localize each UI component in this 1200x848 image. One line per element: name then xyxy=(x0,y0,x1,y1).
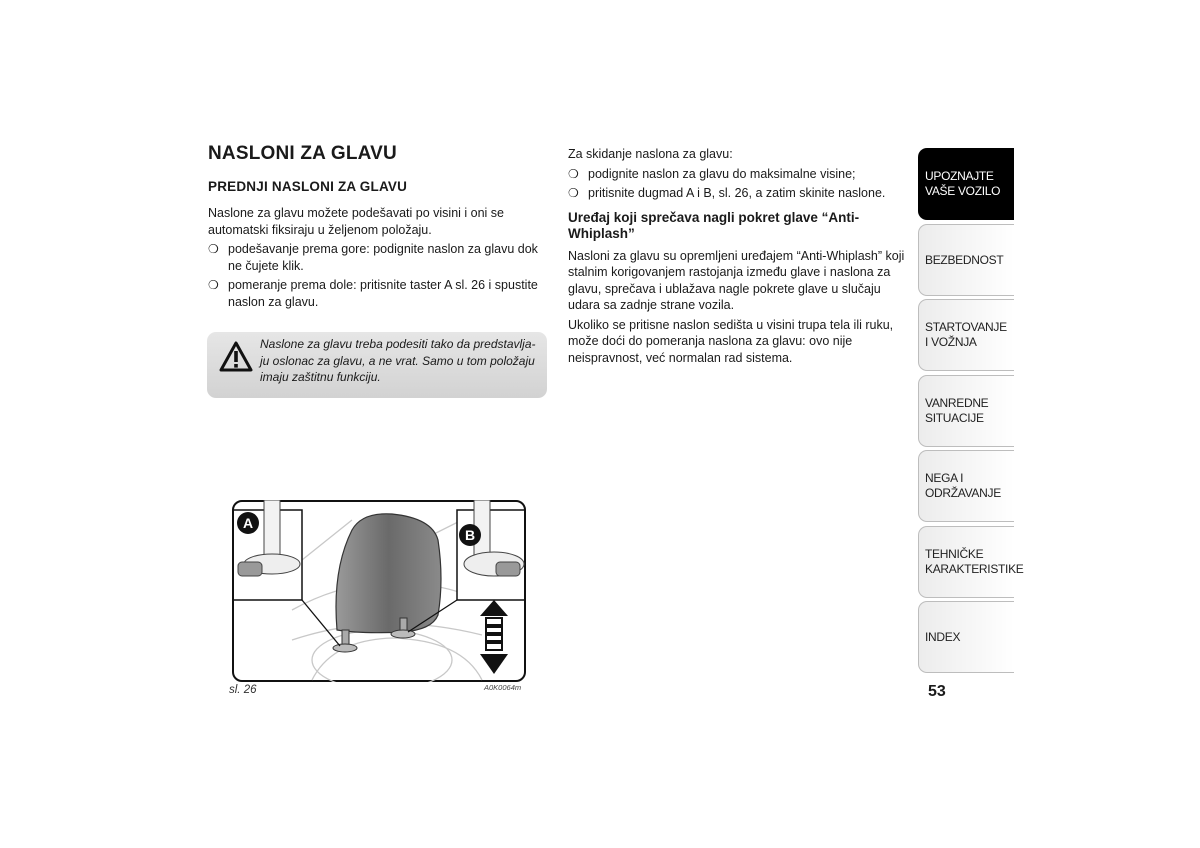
figure-caption: sl. 26 xyxy=(229,684,257,696)
list-item xyxy=(568,185,908,202)
list-item-text: podignite naslon za glavu do maksimalne visine; xyxy=(588,166,856,181)
warning-box xyxy=(207,332,547,398)
paragraph: Ukoliko se pritisne naslon sedišta u visini trupa tela ili ruku, može doći do pomeranja naslona za glavu: ovo nije neispravnost, već normalan rad sistema. xyxy=(568,317,894,365)
page-title: NASLONI ZA GLAVU xyxy=(208,143,397,164)
figure-code: A0K0064m xyxy=(484,683,522,692)
page-number: 53 xyxy=(928,683,946,700)
list-item-text: podešavanje prema gore: podignite naslon za glavu dok ne čujete klik. xyxy=(228,242,538,273)
tab-upoznajte[interactable] xyxy=(918,148,1014,220)
tab-label: BEZBEDNOST xyxy=(925,252,1004,267)
intro-paragraph: Naslone za glavu možete podešavati po visini i oni se automatski fiksiraju u željenom položaju. xyxy=(208,206,505,237)
tab-label: TEHNIČKE KARAKTERISTIKE xyxy=(925,547,1024,576)
list-item xyxy=(208,277,548,310)
label-a: A xyxy=(242,515,254,531)
tab-vanredne[interactable] xyxy=(918,375,1014,447)
warning-text: Naslone za glavu treba podesiti tako da predstavlja-ju oslonac za glavu, a ne vrat. Samo u tom položaju imaju zaštitnu funkciju. xyxy=(260,337,536,384)
subsection-title: Uređaj koji sprečava nagli pokret glave “Anti-Whiplash” xyxy=(568,209,860,241)
tab-label: VANREDNE SITUACIJE xyxy=(925,396,989,425)
tab-bezbednost[interactable] xyxy=(918,224,1014,296)
list-item xyxy=(568,166,908,183)
headrest-figure xyxy=(232,500,526,682)
list-item-text: pomeranje prema dole: pritisnite taster A sl. 26 i spustite naslon za glavu. xyxy=(228,278,538,309)
bullet-circle-icon: ❍ xyxy=(208,278,219,292)
intro-paragraph: Za skidanje naslona za glavu: xyxy=(568,147,733,161)
left-column xyxy=(208,205,548,313)
tab-nega[interactable] xyxy=(918,450,1014,522)
tab-label: UPOZNAJTE VAŠE VOZILO xyxy=(925,169,1001,198)
tab-tehnicke[interactable] xyxy=(918,526,1024,598)
section-title: PREDNJI NASLONI ZA GLAVU xyxy=(208,179,408,194)
tab-index[interactable] xyxy=(918,601,1014,673)
paragraph: Nasloni za glavu su opremljeni uređajem “Anti-Whiplash” koji stalnim korigovanjem rastojanja između glave i naslona za glavu, sprečava i ublažava nagle pokrete glave u slučaju udara sa zadnje strane vozila. xyxy=(568,248,905,312)
bullet-circle-icon: ❍ xyxy=(208,242,219,256)
list-item-text: pritisnite dugmad A i B, sl. 26, a zatim skinite naslone. xyxy=(588,186,886,200)
warning-triangle-icon xyxy=(219,341,253,373)
list-item xyxy=(208,241,548,274)
inset-b xyxy=(457,500,524,600)
tab-startovanje[interactable] xyxy=(918,299,1014,371)
tab-label: INDEX xyxy=(925,629,961,644)
right-column xyxy=(568,146,908,369)
label-b: B xyxy=(464,527,476,543)
bullet-circle-icon: ❍ xyxy=(568,166,579,181)
tab-label: NEGA I ODRŽAVANJE xyxy=(925,471,1001,500)
bullet-circle-icon: ❍ xyxy=(568,186,579,200)
tab-label: STARTOVANJE I VOŽNJA xyxy=(925,320,1007,349)
